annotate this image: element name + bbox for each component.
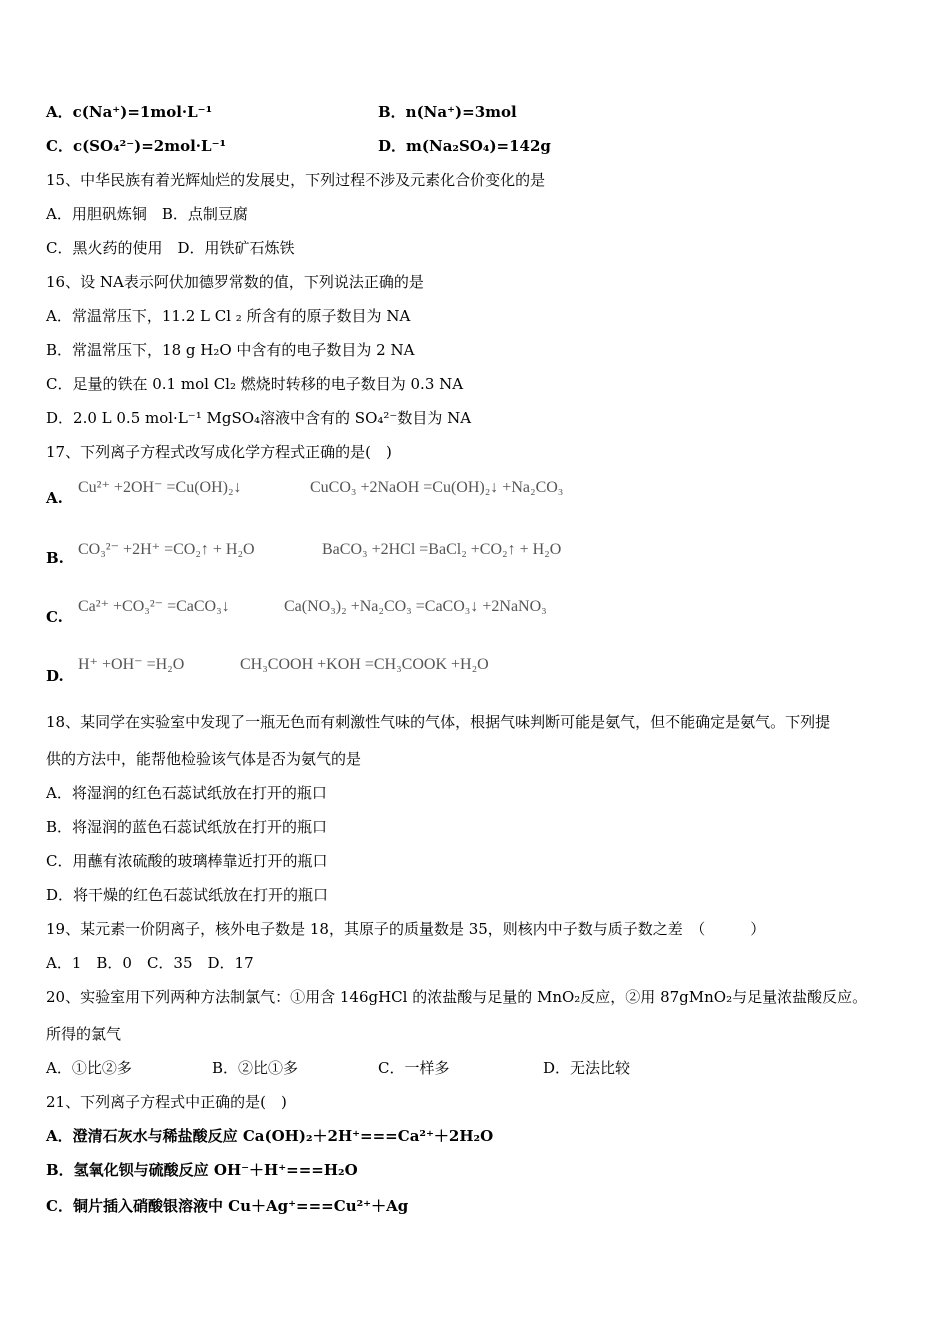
- q17-option-d-molecular: CH₃COOH +KOH =CH₃COOK +H₂O: [240, 656, 489, 673]
- q20-option-b: B．②比①多: [212, 1059, 299, 1077]
- q16-stem: 16、设 NA表示阿伏加德罗常数的值，下列说法正确的是: [46, 273, 424, 291]
- q17-option-b-ionic: CO₃²⁻ +2H⁺ =CO₂↑ + H₂O: [78, 541, 255, 558]
- q14-option-a: A．c(Na⁺)=1mol·L⁻¹: [46, 103, 213, 121]
- q17-stem: 17、下列离子方程式改写成化学方程式正确的是( ): [46, 443, 392, 461]
- q18-stem-line1: 18、某同学在实验室中发现了一瓶无色而有刺激性气味的气体，根据气味判断可能是氨气，但不能确定是氨气。下列提: [46, 713, 831, 731]
- q17-option-a-molecular: CuCO₃ +2NaOH =Cu(OH)₂↓ +Na₂CO₃: [310, 479, 564, 496]
- q18-option-d: D．将干燥的红色石蕊试纸放在打开的瓶口: [46, 886, 329, 904]
- q17-option-d-ionic: H⁺ +OH⁻ =H₂O: [78, 656, 185, 673]
- q17-option-b-label: B.: [46, 549, 64, 567]
- q15-options-ab: A．用胆矾炼铜 B．点制豆腐: [46, 205, 248, 223]
- q18-option-a: A．将湿润的红色石蕊试纸放在打开的瓶口: [46, 784, 327, 802]
- q17-option-c-ionic: Ca²⁺ +CO₃²⁻ =CaCO₃↓: [78, 598, 230, 615]
- q21-option-a: A．澄清石灰水与稀盐酸反应 Ca(OH)₂＋2H⁺===Ca²⁺＋2H₂O: [46, 1127, 494, 1145]
- q19-options: A．1 B．0 C．35 D．17: [46, 954, 254, 972]
- q21-option-b: B．氢氧化钡与硫酸反应 OH⁻＋H⁺===H₂O: [46, 1161, 358, 1179]
- q17-option-a-label: A.: [46, 489, 63, 507]
- q18-option-c: C．用蘸有浓硫酸的玻璃棒靠近打开的瓶口: [46, 852, 328, 870]
- q21-option-c: C．铜片插入硝酸银溶液中 Cu＋Ag⁺===Cu²⁺＋Ag: [46, 1197, 409, 1215]
- q20-stem-line2: 所得的氯气: [46, 1025, 122, 1043]
- q15-stem: 15、中华民族有着光辉灿烂的发展史，下列过程不涉及元素化合价变化的是: [46, 171, 546, 189]
- q17-option-d-label: D.: [46, 667, 64, 685]
- q20-option-c: C．一样多: [378, 1059, 450, 1077]
- q14-option-d: D．m(Na₂SO₄)=142g: [378, 137, 551, 155]
- q17-option-a-ionic: Cu²⁺ +2OH⁻ =Cu(OH)₂↓: [78, 479, 242, 496]
- q17-option-c-label: C.: [46, 608, 63, 626]
- q16-option-d: D．2.0 L 0.5 mol·L⁻¹ MgSO₄溶液中含有的 SO₄²⁻数目为 NA: [46, 409, 472, 427]
- q18-stem-line2: 供的方法中，能帮他检验该气体是否为氨气的是: [46, 750, 362, 768]
- q21-stem: 21、下列离子方程式中正确的是( ): [46, 1093, 287, 1111]
- q17-option-c-molecular: Ca(NO₃)₂ +Na₂CO₃ =CaCO₃↓ +2NaNO₃: [284, 598, 547, 615]
- q16-option-c: C．足量的铁在 0.1 mol Cl₂ 燃烧时转移的电子数目为 0.3 NA: [46, 375, 464, 393]
- q20-option-d: D．无法比较: [543, 1059, 631, 1077]
- q17-option-b-molecular: BaCO₃ +2HCl =BaCl₂ +CO₂↑ + H₂O: [322, 541, 562, 558]
- q16-option-b: B．常温常压下，18 g H₂O 中含有的电子数目为 2 NA: [46, 341, 415, 359]
- q14-option-c: C．c(SO₄²⁻)=2mol·L⁻¹: [46, 137, 227, 155]
- q19-stem: 19、某元素一价阴离子，核外电子数是 18，其原子的质量数是 35，则核内中子数与质子数之差 （ ）: [46, 920, 766, 938]
- q14-option-b: B．n(Na⁺)=3mol: [378, 103, 517, 121]
- q20-option-a: A．①比②多: [46, 1059, 132, 1077]
- q18-option-b: B．将湿润的蓝色石蕊试纸放在打开的瓶口: [46, 818, 328, 836]
- q15-options-cd: C．黑火药的使用 D．用铁矿石炼铁: [46, 239, 295, 257]
- q16-option-a: A．常温常压下，11.2 L Cl ₂ 所含有的原子数目为 NA: [46, 307, 411, 325]
- q20-stem-line1: 20、实验室用下列两种方法制氯气：①用含 146gHCl 的浓盐酸与足量的 MnO₂反应，②用 87gMnO₂与足量浓盐酸反应。: [46, 988, 868, 1006]
